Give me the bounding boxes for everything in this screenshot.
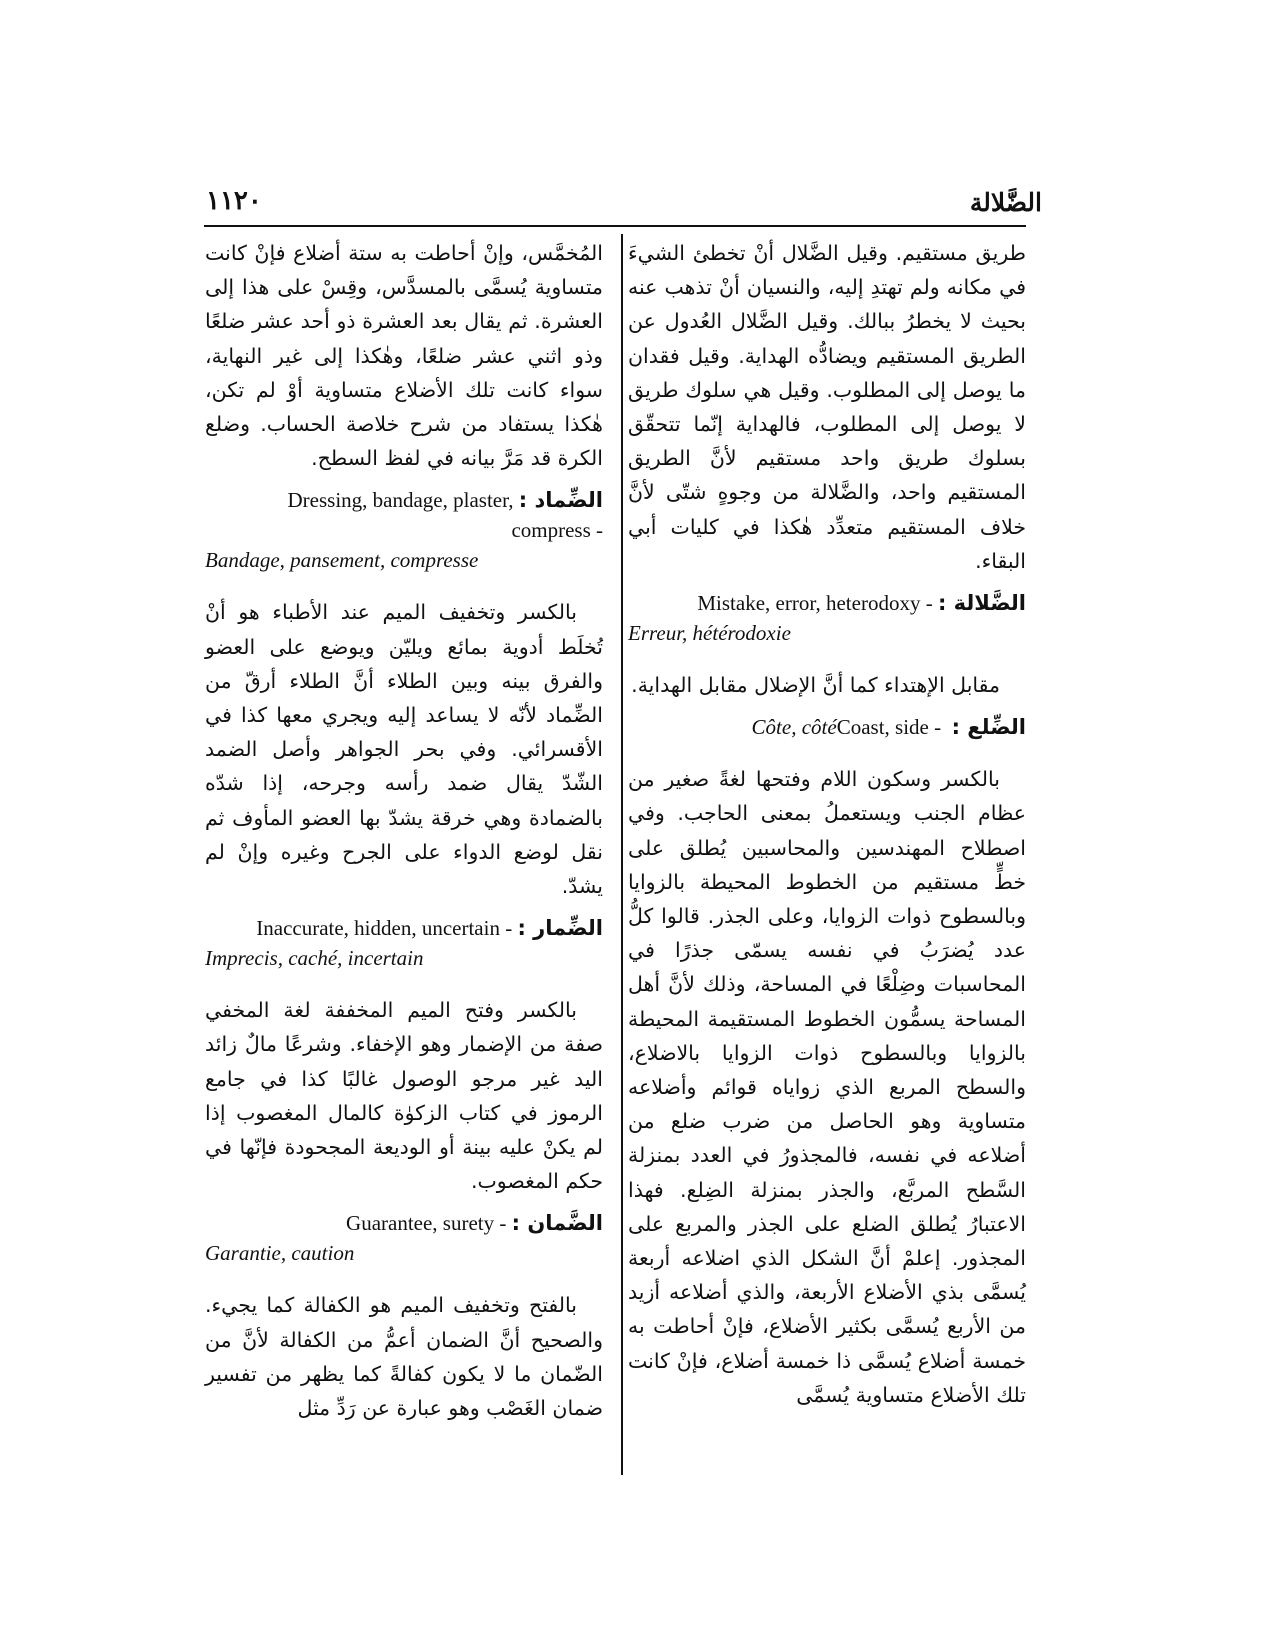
- entry-definition: بالكسر وفتح الميم المخففة لغة المخفي صفة من الإضمار وهو الإخفاء. وشرعًا مالٌ زائد اليد غير مرجو الوصول غالبًا كذا في جامع الرموز في كتاب الزكوٰة كالمال المغصوب إذا لم يكنْ عليه بينة أو الوديعة المجحودة فإنّها في حكم المغصوب.: [205, 998, 603, 1194]
- entry-definition: بالكسر وسكون اللام وفتحها لغةً صغير من عظام الجنب ويستعملُ بمعنى الحاجب. وفي اصطلاح المهندسين والمحاسبين يُطلق على خطٍّ مستقيم من الخطوط المحيطة بالزوايا وبالسطوح ذوات الزوايا، وعلى الجذر. قالوا كلُّ عدد يُضرَبُ في نفسه يسمّى جذرًا في المحاسبات وضِلْعًا في المساحة، وذلك لأنَّ أهل المساحة يسمُّون الخطوط المستقيمة المحيطة بالزوايا وبالسطوح ذوات الزوايا بالاضلاع، والسطح المربع الذي زواياه قوائم وأضلاعه متساوية وهو الحاصل من ضرب ضلع من أضلاعه في نفسه، فالمجذورُ في العدد بمنزلة السَّطح المربَّع، والجذر بمنزلة الضِلع. فهذا الاعتبارُ يُطلق الضلع على الجذر والمربع على المجذور. إعلمْ أنَّ الشكل الذي اضلاعه أربعة يُسمَّى بذي الأضلاع الأربعة، والذي أضلاعه أزيد من الأربع يُسمَّى بكثير الأضلاع، فإنْ أحاطت به خمسة أضلاع يُسمَّى ذا خمسة أضلاع، فإنْ كانت تلك الأضلاع متساوية يُسمَّى: [628, 767, 1026, 1407]
- entry-english: Coast, side -: [836, 715, 947, 740]
- header-rule: [204, 225, 1026, 227]
- entry-definition: بالكسر وتخفيف الميم عند الأطباء هو أنْ تُخلَط أدوية بمائع ويليّن ويوضع على العضو والفرق بينه وبين الطلاء أنَّ الطلاء أرقّ من الضِّماد لأنّه لا يساعد إليه ويجري معها كذا في الأقسرائي. وفي بحر الجواهر وأصل الضمد الشّدّ يقال ضمد رأسه وجرحه، إذا شدّه بالضمادة وهي خرقة يشدّ بها العضو المأوف ثم نقل لوضع الدواء على الجرح وغيره وإنْ لم يشدّ.: [205, 600, 603, 899]
- left-column: [205, 236, 603, 1425]
- entry-french: Erreur, hétérodoxie: [628, 621, 791, 646]
- entry-daman: [205, 1208, 603, 1268]
- entry-french: Garantie, caution: [205, 1241, 355, 1266]
- entry-french: Imprecis, caché, incertain: [205, 946, 424, 971]
- entry-dimar: [205, 913, 603, 973]
- entry-dimad: [205, 485, 603, 575]
- entry-definition: بالفتح وتخفيف الميم هو الكفالة كما يجيء. والصحيح أنَّ الضمان أعمُّ من الكفالة لأنَّ من الضّمان ما لا يكون كفالةً كما يظهر من تفسير ضمان الغَصْب وهو عبارة عن رَدِّ مثل: [205, 1293, 603, 1421]
- intro-paragraph: طريق مستقيم. وقيل الضَّلال أنْ تخطئ الشيءَ في مكانه ولم تهتدِ إليه، والنسيان أنْ تذهب عنه بحيث لا يخطرُ ببالك. وقيل الضَّلال العُدول عن الطريق المستقيم ويضادُّه الهداية. وقيل فقدان ما يوصل إلى المطلوب. وقيل هي سلوك طريق لا يوصل إلى المطلوب، فالهداية إنّما تتحقّق بسلوك طريق واحد مستقيم لأنَّ الطريق المستقيم واحد، والضَّلالة من وجوهٍ شتّى لأنَّ خلاف المستقيم متعدِّد هٰكذا في كليات أبي البقاء.: [628, 241, 1026, 573]
- page-number: ١١٢٠: [206, 186, 262, 216]
- entry-dalala: [628, 588, 1026, 648]
- entry-english: Dressing, bandage, plaster, compress -: [287, 488, 603, 543]
- continuation-paragraph: المُخمَّس، وإنْ أحاطت به ستة أضلاع فإنْ كانت متساوية يُسمَّى بالمسدَّس، وقِسْ على هذا إلى العشرة. ثم يقال بعد العشرة ذو أحد عشر ضلعًا وذو اثني عشر ضلعًا، وهٰكذا إلى غير النهاية، سواء كانت تلك الأضلاع متساوية أوْ لم تكن، هٰكذا يستفاد من شرح خلاصة الحساب. وضلع الكرة قد مَرَّ بيانه في لفظ السطح.: [205, 241, 603, 471]
- entry-french: Bandage, pansement, compresse: [205, 548, 479, 573]
- entry-english: Guarantee, surety -: [346, 1211, 507, 1236]
- running-head-title: الضَّلالة: [969, 188, 1042, 217]
- entry-english: Mistake, error, heterodoxy -: [697, 591, 933, 616]
- entry-term: الضِّماد :: [518, 488, 603, 513]
- entry-term: الضِّلع :: [951, 715, 1026, 740]
- entry-term: الضِّمار :: [517, 916, 603, 941]
- entry-term: الضَّمان :: [511, 1211, 603, 1236]
- right-column: [628, 236, 1026, 1412]
- entry-term: الضَّلالة :: [937, 591, 1026, 616]
- entry-french: Côte, côté: [751, 715, 837, 740]
- entry-dil: [628, 712, 1026, 742]
- column-divider: [621, 234, 623, 1475]
- entry-english: Inaccurate, hidden, uncertain -: [256, 916, 513, 941]
- entry-definition: مقابل الإهتداء كما أنَّ الإضلال مقابل الهداية.: [631, 673, 1000, 698]
